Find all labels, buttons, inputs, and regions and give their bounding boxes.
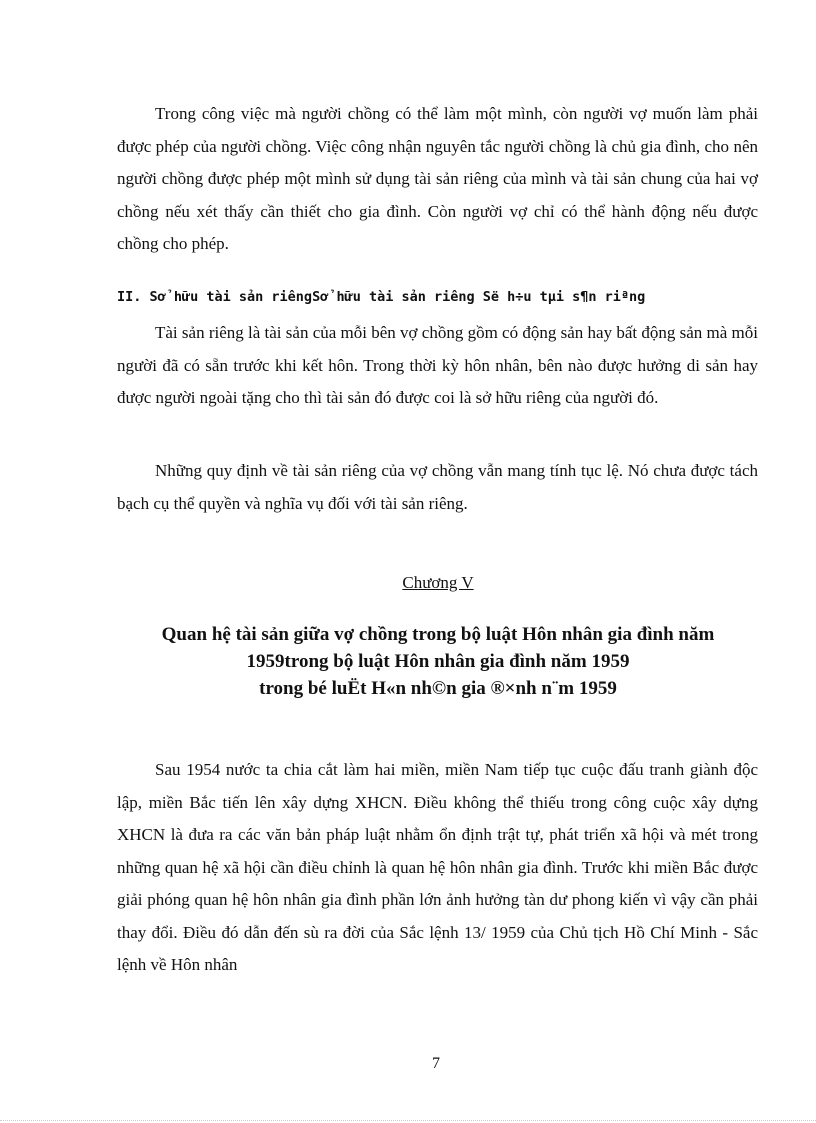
- page-number: 7: [432, 1055, 440, 1072]
- paragraph-private-property-definition: [117, 317, 758, 415]
- paragraph-text: Những quy định về tài sản riêng của vợ chồng vẫn mang tính tục lệ. Nó chưa được tách bạch cụ thể quyền và nghĩa vụ đối với tài sản riêng.: [117, 461, 758, 513]
- paragraph-1954-history: [117, 754, 758, 982]
- section-heading-private-property: II. Sở hữu tài sản riêngSở hữu tài sản riêng Së h÷u tµi s¶n riªng: [117, 289, 646, 305]
- chapter-title-line: trong bé luËt H«n nh©n gia ®×nh n¨m 1959: [259, 678, 617, 699]
- chapter-label: Chương V: [402, 573, 474, 592]
- paragraph-husband-authority: [117, 98, 758, 261]
- paragraph-text: Sau 1954 nước ta chia cắt làm hai miền, miền Nam tiếp tục cuộc đấu tranh giành độc lập, miền Bắc tiến lên xây dựng XHCN. Điều không thể thiếu trong công cuộc xây dựng XHCN là đưa ra các văn bản pháp luật nhằm ổn định trật tự, phát triển xã hội và mét trong những quan hệ xã hội cần điều chỉnh là quan hệ hôn nhân gia đình. Trước khi miền Bắc được giải phóng quan hệ hôn nhân gia đình phần lớn ảnh hưởng tàn dư phong kiến vì vậy cần phải thay đổi. Điều đó dẫn đến sù ra đời của Sắc lệnh 13/ 1959 của Chủ tịch Hồ Chí Minh - Sắc lệnh về Hôn nhân: [117, 760, 758, 974]
- paragraph-private-property-custom: [117, 455, 758, 520]
- chapter-title-line: 1959trong bộ luật Hôn nhân gia đình năm 1959: [246, 651, 630, 672]
- paragraph-text: Trong công việc mà người chồng có thể làm một mình, còn người vợ muốn làm phải được phép của người chồng. Việc công nhận nguyên tắc người chồng là chủ gia đình, cho nên người chồng được phép một mình sử dụng tài sản riêng của mình và tài sản chung của hai vợ chồng nếu xét thấy cần thiết cho gia đình. Còn người vợ chỉ có thể hành động nếu được chồng cho phép.: [117, 104, 758, 253]
- footer-divider: [0, 1120, 816, 1121]
- paragraph-text: Tài sản riêng là tài sản của mỗi bên vợ chồng gồm có động sản hay bất động sản mà mỗi người đã có sẵn trước khi kết hôn. Trong thời kỳ hôn nhân, bên nào được hưởng di sản hay được người ngoài tặng cho thì tài sản đó được coi là sở hữu riêng của người đó.: [117, 323, 758, 407]
- chapter-title-line: Quan hệ tài sản giữa vợ chồng trong bộ luật Hôn nhân gia đình năm: [161, 624, 715, 645]
- chapter-title: [100, 621, 776, 702]
